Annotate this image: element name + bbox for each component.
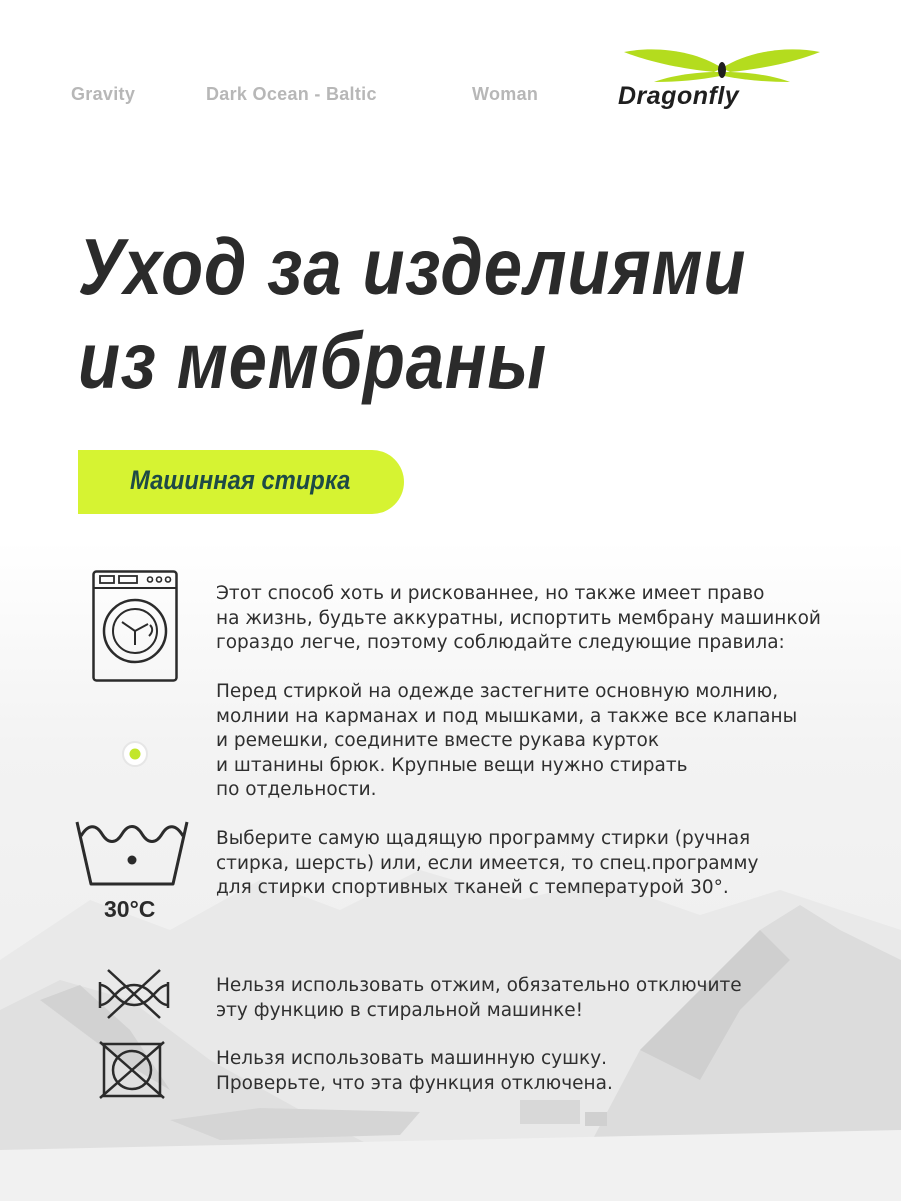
do-not-tumble-dry-icon [98,1040,166,1100]
dragonfly-wings-icon [614,46,830,86]
breadcrumb-item-woman[interactable]: Woman [472,84,539,104]
bullet-dot-icon [120,739,150,769]
preparation-paragraph: Перед стиркой на одежде застегните основную молнию, молнии на карманах и под мышками, а также все клапаны и ремешки, соедините вместе рукава курток и штанины брюк. Крупные вещи нужно стирать по отдельности. [216,681,798,800]
washing-machine-icon [92,570,178,682]
page-title-line-2: из мембраны [78,316,547,405]
no-spin-paragraph: Нельзя использовать отжим, обязательно отключите эту функцию в стиральной машинке! [216,975,742,1021]
page-title-line-1: Уход за изделиями [78,222,747,311]
dragonfly-logo [614,46,830,110]
no-dry-paragraph: Нельзя использовать машинную сушку. Проверьте, что эта функция отключена. [216,1048,613,1094]
do-not-wring-icon [98,968,170,1020]
program-paragraph: Выберите самую щадящую программу стирки (ручная стирка, шерсть) или, если имеется, то спец.программу для стирки спортивных тканей с температурой 30°. [216,828,759,898]
logo-wordmark: Dragonfly [618,82,740,110]
page-title [78,220,746,408]
section-label: Машинная стирка [130,465,351,495]
breadcrumb-item-color[interactable]: Dark Ocean - Baltic [206,84,377,104]
intro-paragraph: Этот способ хоть и рискованнее, но также имеет право на жизнь, будьте аккуратны, испортить мембрану машинкой гораздо легче, поэтому соблюдайте следующие правила: [216,583,821,653]
wash-temperature-label: 30°C [104,896,156,922]
wash-30-icon [74,816,190,888]
breadcrumb-item-gravity[interactable]: Gravity [71,84,136,104]
